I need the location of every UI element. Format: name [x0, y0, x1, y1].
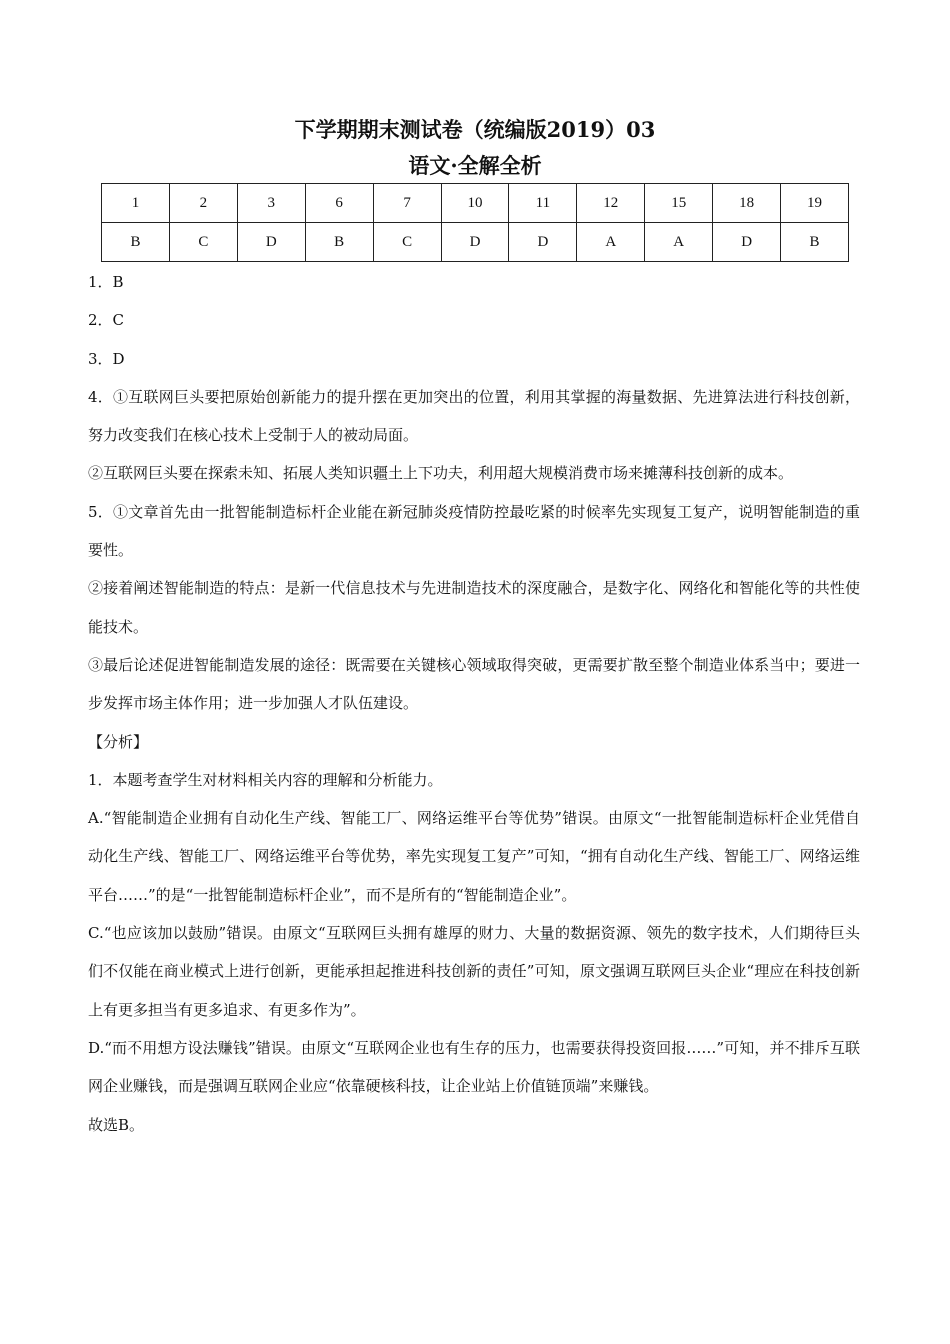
answer-cell: B	[781, 223, 849, 262]
analysis-paragraph: C.“也应该加以鼓励”错误。由原文“互联网巨头拥有雄厚的财力、大量的数据资源、领先的数字技术，人们期待巨头们不仅能在商业模式上进行创新，更能承担起推进科技创新的责任”可知，原文强调互联网巨头企业“理应在科技创新上有更多担当有更多追求、有更多作为”。	[88, 924, 860, 1019]
answer-explanations	[88, 263, 860, 1144]
question-number-cell: 12	[577, 184, 645, 223]
question-number-cell: 3	[237, 184, 305, 223]
answer-cell: B	[305, 223, 373, 262]
answer-paragraph: 4．①互联网巨头要把原始创新能力的提升摆在更加突出的位置，利用其掌握的海量数据、先进算法进行科技创新，努力改变我们在核心技术上受制于人的被动局面。	[88, 387, 860, 445]
answer-cell: A	[645, 223, 713, 262]
answer-cell: C	[373, 223, 441, 262]
answer-paragraph: ②互联网巨头要在探索未知、拓展人类知识疆土上下功夫，利用超大规模消费市场来摊薄科技创新的成本。	[88, 464, 794, 483]
question-number-cell: 19	[781, 184, 849, 223]
answer-table	[101, 183, 849, 262]
answer-row	[102, 223, 849, 262]
answer-cell: B	[102, 223, 170, 262]
answer-paragraph: ②接着阐述智能制造的特点：是新一代信息技术与先进制造技术的深度融合，是数字化、网络化和智能化等的共性使能技术。	[88, 579, 860, 636]
answer-cell: C	[169, 223, 237, 262]
answer-paragraph: ③最后论述促进智能制造发展的途径：既需要在关键核心领域取得突破，更需要扩散至整个制造业体系当中；要进一步发挥市场主体作用；进一步加强人才队伍建设。	[88, 655, 860, 713]
question-number-cell: 15	[645, 184, 713, 223]
question-number-cell: 2	[169, 184, 237, 223]
question-number-cell: 7	[373, 184, 441, 223]
question-number-cell: 6	[305, 184, 373, 223]
page-title: 下学期期末测试卷（统编版2019）03	[294, 117, 656, 142]
question-number-cell: 10	[441, 184, 509, 223]
analysis-paragraph: D.“而不用想方设法赚钱”错误。由原文“互联网企业也有生存的压力，也需要获得投资回报……”可知，并不排斥互联网企业赚钱，而是强调互联网企业应“依靠硬核科技，让企业站上价值链顶端”来赚钱。	[88, 1038, 860, 1096]
analysis-conclusion: 故选B。	[88, 1115, 145, 1134]
question-number-row	[102, 184, 849, 223]
answer-cell: D	[441, 223, 509, 262]
question-number-cell: 11	[509, 184, 577, 223]
question-number-cell: 18	[713, 184, 781, 223]
analysis-paragraph: 1．本题考查学生对材料相关内容的理解和分析能力。	[88, 770, 443, 789]
answer-line: 2．C	[88, 311, 125, 330]
question-number-cell: 1	[102, 184, 170, 223]
answer-paragraph: 5．①文章首先由一批智能制造标杆企业能在新冠肺炎疫情防控最吃紧的时候率先实现复工复产，说明智能制造的重要性。	[88, 502, 860, 560]
answer-line: 3．D	[88, 349, 125, 368]
answer-cell: D	[509, 223, 577, 262]
answer-line: 1．B	[88, 273, 124, 291]
answer-cell: D	[713, 223, 781, 262]
page-subtitle: 语文·全解全析	[408, 153, 542, 178]
answer-cell: A	[577, 223, 645, 262]
answer-cell: D	[237, 223, 305, 262]
analysis-heading: 【分析】	[88, 732, 149, 751]
analysis-paragraph: A.“智能制造企业拥有自动化生产线、智能工厂、网络运维平台等优势”错误。由原文“一批智能制造标杆企业凭借自动化生产线、智能工厂、网络运维平台等优势，率先实现复工复产”可知，“拥有自动化生产线、智能工厂、网络运维平台……”的是“一批智能制造标杆企业”，而不是所有的“智能制造企业”。	[88, 809, 860, 904]
